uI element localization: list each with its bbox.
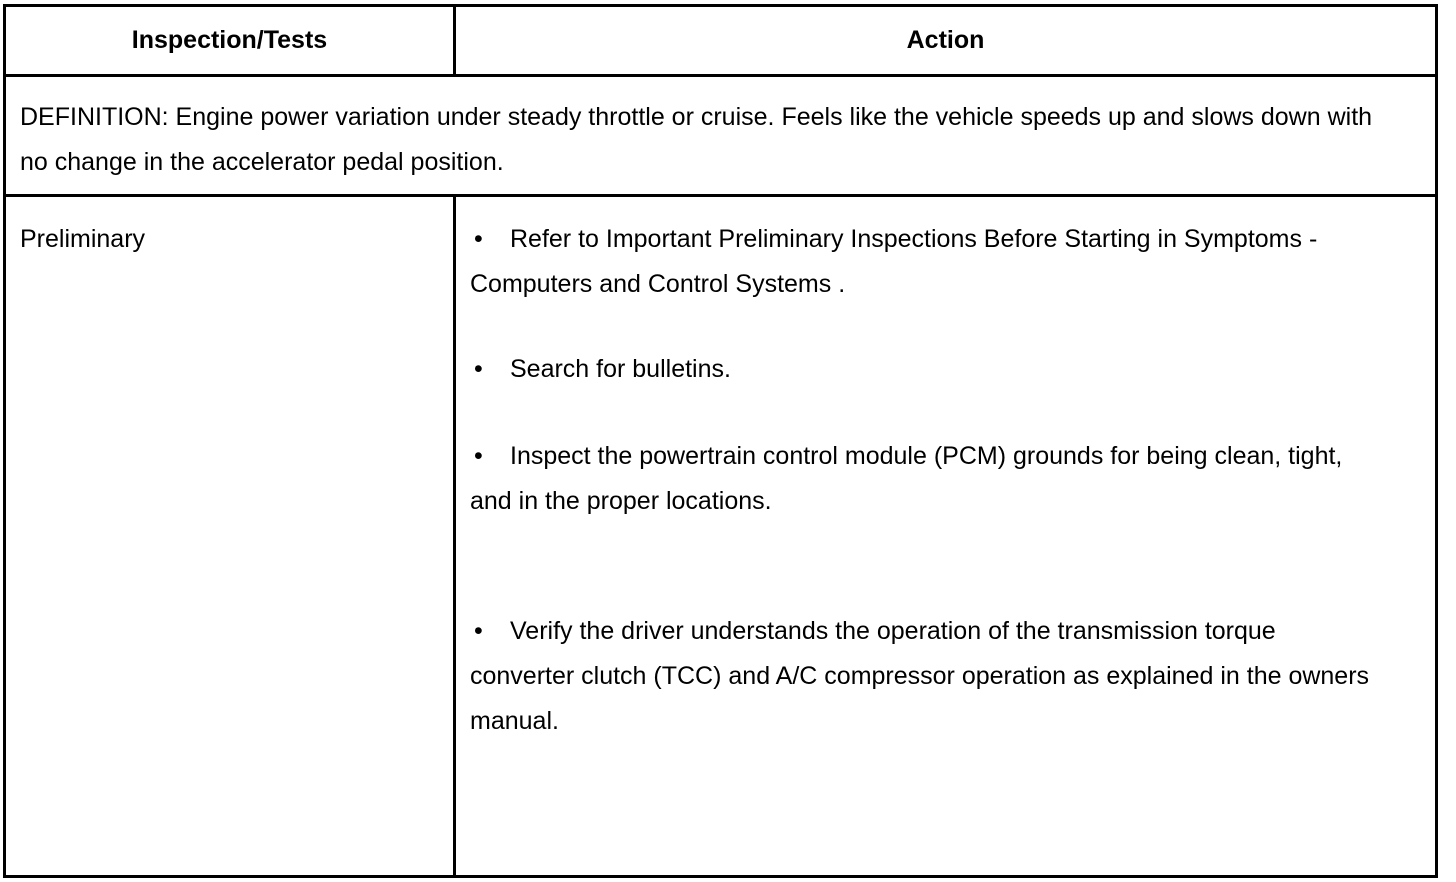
definition-text: DEFINITION: Engine power variation under steady throttle or cruise. Feels like the vehicle speeds up and slows down with no change in the accelerator pedal position. <box>20 103 1373 176</box>
action-item <box>470 347 1370 392</box>
header-action: Action <box>906 26 985 54</box>
action-item <box>470 609 1370 744</box>
column-divider <box>453 7 456 77</box>
bullet-icon: • <box>474 442 483 470</box>
action-item <box>470 434 1370 524</box>
column-divider <box>453 197 456 875</box>
table-row <box>6 197 1435 875</box>
action-text: Refer to Important Preliminary Inspections Before Starting in Symptoms - Computers and Control Systems . <box>470 225 1318 298</box>
action-item <box>470 217 1370 307</box>
action-text: Verify the driver understands the operation of the transmission torque converter clutch (TCC) and A/C compressor operation as explained in the owners manual. <box>470 617 1370 735</box>
diagnostic-table <box>3 4 1438 878</box>
action-text: Inspect the powertrain control module (PCM) grounds for being clean, tight, and in the proper locations. <box>470 442 1343 515</box>
bullet-icon: • <box>474 355 483 383</box>
bullet-icon: • <box>474 225 483 253</box>
action-text: Search for bulletins. <box>510 355 731 383</box>
bullet-icon: • <box>474 617 483 645</box>
header-inspection-tests: Inspection/Tests <box>131 26 328 54</box>
definition-row <box>6 77 1435 197</box>
inspection-stage: Preliminary <box>20 225 146 253</box>
table-header-row <box>6 7 1435 77</box>
